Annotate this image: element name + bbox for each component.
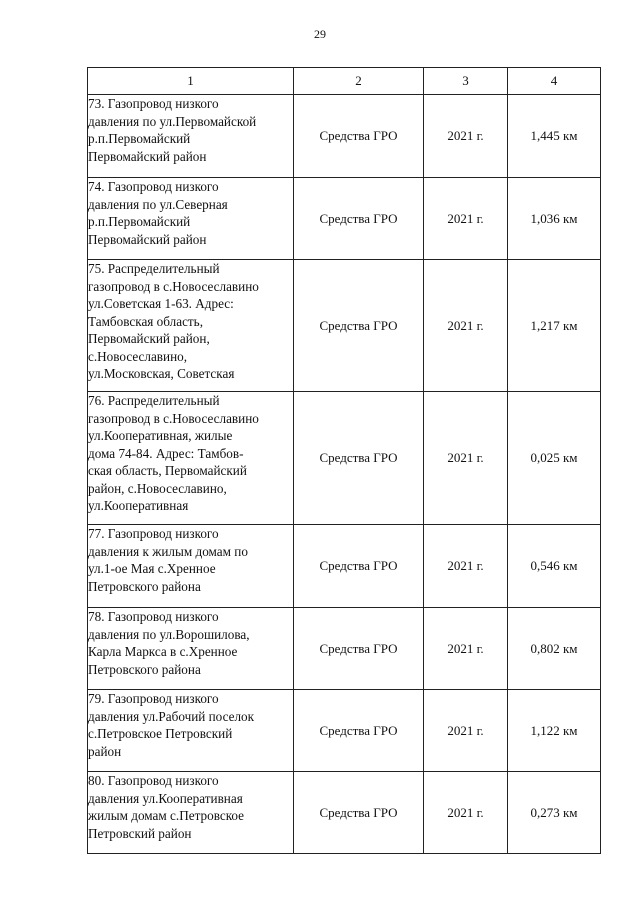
year: 2021 г. (424, 690, 508, 772)
object-description: 74. Газопровод низкого давления по ул.Северная р.п.Первомайский Первомайский район (88, 178, 294, 260)
table-row (88, 608, 601, 690)
funding-source: Средства ГРО (294, 178, 424, 260)
length: 0,546 км (508, 525, 601, 608)
object-description: 76. Распределительный газопровод в с.Новосеславино ул.Кооперативная, жилые дома 74-84. Адрес: Тамбов- ская область, Первомайский район, с.Новосеславино, ул.Кооперативная (88, 392, 294, 525)
length: 1,217 км (508, 260, 601, 392)
length: 1,445 км (508, 95, 601, 178)
table-row (88, 525, 601, 608)
funding-source: Средства ГРО (294, 260, 424, 392)
year: 2021 г. (424, 608, 508, 690)
column-header-4: 4 (508, 68, 601, 95)
funding-source: Средства ГРО (294, 690, 424, 772)
object-description: 73. Газопровод низкого давления по ул.Первомайской р.п.Первомайский Первомайский район (88, 95, 294, 178)
column-header-2: 2 (294, 68, 424, 95)
table-row (88, 690, 601, 772)
length: 0,025 км (508, 392, 601, 525)
table-row (88, 95, 601, 178)
length: 0,802 км (508, 608, 601, 690)
year: 2021 г. (424, 95, 508, 178)
column-header-1: 1 (88, 68, 294, 95)
gas-pipeline-table (87, 67, 601, 854)
year: 2021 г. (424, 525, 508, 608)
table-row (88, 392, 601, 525)
object-description: 79. Газопровод низкого давления ул.Рабочий поселок с.Петровское Петровский район (88, 690, 294, 772)
length: 1,036 км (508, 178, 601, 260)
object-description: 75. Распределительный газопровод в с.Новосеславино ул.Советская 1-63. Адрес: Тамбовская область, Первомайский район, с.Новосеславино, ул.Московская, Советская (88, 260, 294, 392)
funding-source: Средства ГРО (294, 608, 424, 690)
object-description: 78. Газопровод низкого давления по ул.Ворошилова, Карла Маркса в с.Хренное Петровского района (88, 608, 294, 690)
length: 1,122 км (508, 690, 601, 772)
table-row (88, 260, 601, 392)
funding-source: Средства ГРО (294, 525, 424, 608)
object-description: 80. Газопровод низкого давления ул.Кооперативная жилым домам с.Петровское Петровский район (88, 772, 294, 854)
year: 2021 г. (424, 260, 508, 392)
column-header-3: 3 (424, 68, 508, 95)
year: 2021 г. (424, 772, 508, 854)
funding-source: Средства ГРО (294, 772, 424, 854)
object-description: 77. Газопровод низкого давления к жилым домам по ул.1-ое Мая с.Хренное Петровского района (88, 525, 294, 608)
funding-source: Средства ГРО (294, 392, 424, 525)
funding-source: Средства ГРО (294, 95, 424, 178)
table-row (88, 772, 601, 854)
year: 2021 г. (424, 392, 508, 525)
length: 0,273 км (508, 772, 601, 854)
year: 2021 г. (424, 178, 508, 260)
table-row (88, 178, 601, 260)
page-number: 29 (314, 27, 326, 41)
header-row (88, 68, 601, 95)
